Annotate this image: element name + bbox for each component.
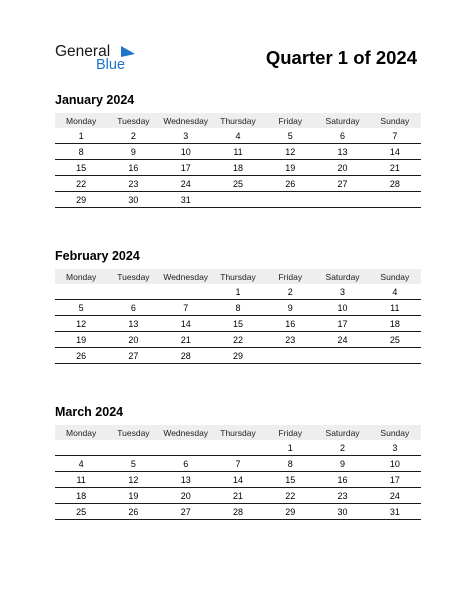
weekday-header: Tuesday (107, 425, 159, 440)
day-cell: 22 (55, 176, 107, 192)
day-cell: 13 (107, 316, 159, 332)
day-cell: 11 (212, 144, 264, 160)
week-row (55, 144, 421, 160)
day-cell: 13 (160, 472, 212, 488)
day-cell: 16 (316, 472, 368, 488)
day-cell: 17 (369, 472, 421, 488)
day-cell: 27 (160, 504, 212, 520)
day-cell: 3 (316, 284, 368, 300)
day-cell: 3 (160, 128, 212, 144)
day-cell: 19 (107, 488, 159, 504)
day-cell: 24 (316, 332, 368, 348)
day-cell: 26 (264, 176, 316, 192)
calendar-table (55, 425, 421, 520)
day-cell: 28 (212, 504, 264, 520)
day-cell: 10 (316, 300, 368, 316)
day-cell (369, 192, 421, 208)
weekday-header: Sunday (369, 113, 421, 128)
day-cell: 15 (55, 160, 107, 176)
day-cell: 12 (55, 316, 107, 332)
weekday-header: Monday (55, 113, 107, 128)
day-cell: 2 (316, 440, 368, 456)
weekday-header: Wednesday (160, 269, 212, 284)
day-cell: 8 (55, 144, 107, 160)
day-cell: 6 (316, 128, 368, 144)
weekday-header-row (55, 113, 421, 128)
weekday-header: Monday (55, 269, 107, 284)
day-cell (160, 440, 212, 456)
day-cell: 9 (107, 144, 159, 160)
day-cell: 28 (369, 176, 421, 192)
week-row (55, 284, 421, 300)
weekday-header-row (55, 425, 421, 440)
week-row (55, 128, 421, 144)
day-cell: 31 (369, 504, 421, 520)
day-cell: 15 (212, 316, 264, 332)
day-cell: 10 (160, 144, 212, 160)
week-row (55, 472, 421, 488)
day-cell: 7 (212, 456, 264, 472)
day-cell: 11 (55, 472, 107, 488)
week-row (55, 348, 421, 364)
day-cell: 28 (160, 348, 212, 364)
day-cell: 15 (264, 472, 316, 488)
day-cell: 30 (316, 504, 368, 520)
day-cell: 1 (264, 440, 316, 456)
day-cell: 27 (316, 176, 368, 192)
weekday-header-row (55, 269, 421, 284)
day-cell: 22 (264, 488, 316, 504)
calendar-table (55, 269, 421, 364)
weekday-header: Wednesday (160, 425, 212, 440)
weekday-header: Tuesday (107, 269, 159, 284)
day-cell: 16 (264, 316, 316, 332)
day-cell (316, 192, 368, 208)
day-cell: 2 (107, 128, 159, 144)
day-cell: 5 (107, 456, 159, 472)
day-cell (107, 440, 159, 456)
day-cell: 19 (55, 332, 107, 348)
day-cell: 18 (369, 316, 421, 332)
day-cell: 17 (160, 160, 212, 176)
calendar-table (55, 113, 421, 208)
day-cell: 13 (316, 144, 368, 160)
day-cell: 21 (369, 160, 421, 176)
day-cell: 21 (212, 488, 264, 504)
weekday-header: Sunday (369, 425, 421, 440)
day-cell: 10 (369, 456, 421, 472)
month-title: January 2024 (55, 93, 135, 107)
weekday-header: Saturday (316, 113, 368, 128)
day-cell: 14 (160, 316, 212, 332)
day-cell: 1 (55, 128, 107, 144)
day-cell: 30 (107, 192, 159, 208)
day-cell: 5 (55, 300, 107, 316)
day-cell: 9 (264, 300, 316, 316)
day-cell: 6 (107, 300, 159, 316)
weekday-header: Wednesday (160, 113, 212, 128)
day-cell (264, 192, 316, 208)
day-cell: 24 (369, 488, 421, 504)
week-row (55, 316, 421, 332)
day-cell (212, 192, 264, 208)
day-cell: 7 (369, 128, 421, 144)
day-cell (55, 284, 107, 300)
week-row (55, 160, 421, 176)
month-calendar-february (55, 249, 421, 364)
blue-triangle-flag-icon (121, 46, 135, 58)
week-row (55, 332, 421, 348)
day-cell: 22 (212, 332, 264, 348)
day-cell: 29 (212, 348, 264, 364)
day-cell (107, 284, 159, 300)
day-cell: 6 (160, 456, 212, 472)
day-cell: 5 (264, 128, 316, 144)
day-cell (160, 284, 212, 300)
day-cell: 11 (369, 300, 421, 316)
day-cell: 14 (369, 144, 421, 160)
day-cell: 25 (369, 332, 421, 348)
week-row (55, 488, 421, 504)
day-cell: 21 (160, 332, 212, 348)
weekday-header: Thursday (212, 269, 264, 284)
day-cell: 19 (264, 160, 316, 176)
day-cell (212, 440, 264, 456)
week-row (55, 176, 421, 192)
day-cell: 20 (316, 160, 368, 176)
month-title: February 2024 (55, 249, 140, 263)
day-cell (369, 348, 421, 364)
day-cell: 8 (264, 456, 316, 472)
day-cell: 3 (369, 440, 421, 456)
day-cell: 25 (55, 504, 107, 520)
day-cell: 25 (212, 176, 264, 192)
weekday-header: Tuesday (107, 113, 159, 128)
logo-text-general: General (55, 43, 111, 60)
page-title: Quarter 1 of 2024 (265, 47, 417, 68)
day-cell: 17 (316, 316, 368, 332)
day-cell: 18 (55, 488, 107, 504)
day-cell: 1 (212, 284, 264, 300)
day-cell: 24 (160, 176, 212, 192)
day-cell: 4 (55, 456, 107, 472)
day-cell: 16 (107, 160, 159, 176)
weekday-header: Friday (264, 425, 316, 440)
day-cell: 9 (316, 456, 368, 472)
weekday-header: Thursday (212, 113, 264, 128)
day-cell: 12 (107, 472, 159, 488)
day-cell: 2 (264, 284, 316, 300)
logo-text-blue: Blue (96, 57, 126, 73)
day-cell (55, 440, 107, 456)
week-row (55, 192, 421, 208)
week-row (55, 300, 421, 316)
weekday-header: Thursday (212, 425, 264, 440)
day-cell: 18 (212, 160, 264, 176)
week-row (55, 504, 421, 520)
weekday-header: Saturday (316, 269, 368, 284)
day-cell: 26 (55, 348, 107, 364)
day-cell: 14 (212, 472, 264, 488)
day-cell: 7 (160, 300, 212, 316)
month-calendar-january (55, 93, 421, 208)
brand-logo (55, 43, 135, 73)
day-cell: 29 (264, 504, 316, 520)
weekday-header: Friday (264, 113, 316, 128)
day-cell (264, 348, 316, 364)
day-cell: 23 (107, 176, 159, 192)
day-cell: 8 (212, 300, 264, 316)
month-title: March 2024 (55, 405, 124, 419)
day-cell: 4 (369, 284, 421, 300)
weekday-header: Friday (264, 269, 316, 284)
day-cell: 29 (55, 192, 107, 208)
week-row (55, 456, 421, 472)
weekday-header: Sunday (369, 269, 421, 284)
day-cell: 12 (264, 144, 316, 160)
day-cell (316, 348, 368, 364)
day-cell: 26 (107, 504, 159, 520)
day-cell: 20 (107, 332, 159, 348)
week-row (55, 440, 421, 456)
day-cell: 20 (160, 488, 212, 504)
day-cell: 4 (212, 128, 264, 144)
day-cell: 27 (107, 348, 159, 364)
day-cell: 23 (264, 332, 316, 348)
month-calendar-march (55, 405, 421, 520)
day-cell: 31 (160, 192, 212, 208)
day-cell: 23 (316, 488, 368, 504)
weekday-header: Saturday (316, 425, 368, 440)
weekday-header: Monday (55, 425, 107, 440)
